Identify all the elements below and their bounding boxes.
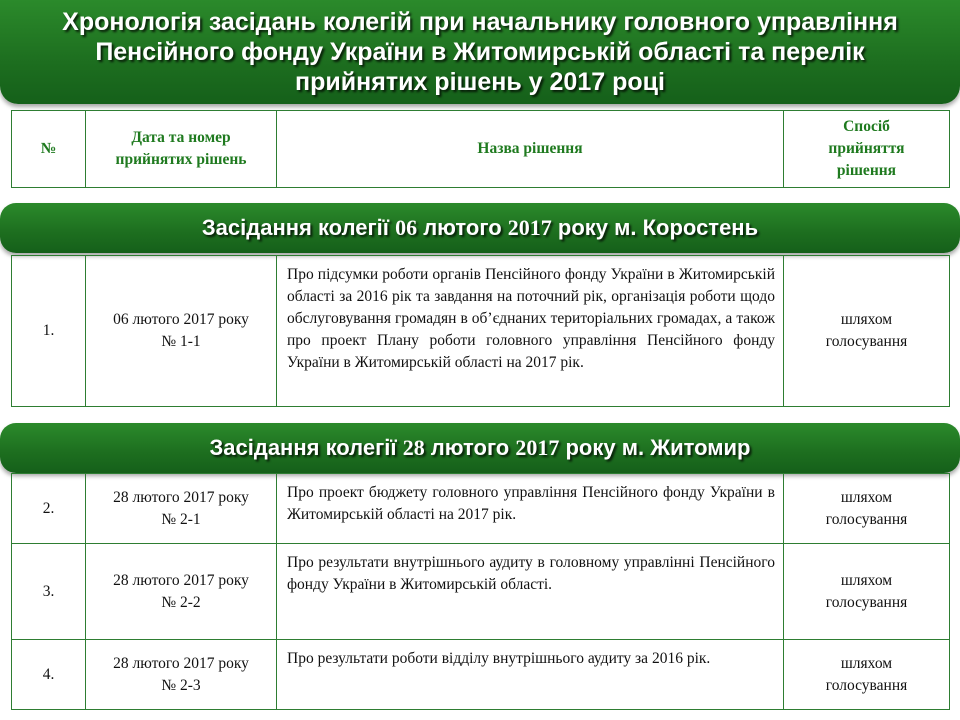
row-date	[86, 544, 277, 640]
row-method-line-1: шляхом	[840, 654, 893, 672]
column-header-table	[11, 110, 950, 188]
row-number: 4.	[12, 640, 86, 710]
column-header-row	[12, 111, 950, 188]
session-1-prefix: Засідання колегії	[201, 215, 396, 240]
row-decision-number: № 2-1	[161, 510, 201, 528]
row-method-line-2: голосування	[825, 333, 908, 350]
session-1-day: 06	[395, 215, 418, 240]
session-2-month: лютого	[424, 435, 516, 460]
table-row	[12, 544, 950, 640]
row-date-text: 28 лютого 2017 року	[113, 654, 249, 672]
column-header-method-line-2: прийняття	[828, 140, 905, 157]
session-banner-1	[0, 203, 960, 253]
table-row	[12, 256, 950, 407]
column-header-date-line-1: Дата та номер	[131, 129, 231, 146]
row-decision-number: № 2-2	[161, 593, 201, 611]
row-method-line-1: шляхом	[840, 488, 893, 506]
row-decision-name: Про результати внутрішнього аудиту в головному управлінні Пенсійного фонду України в Житомирській області.	[277, 544, 784, 640]
row-decision-name: Про проект бюджету головного управління Пенсійного фонду України в Житомирській області на 2017 рік.	[277, 474, 784, 544]
row-number: 2.	[12, 474, 86, 544]
column-header-date-line-2: прийнятих рішень	[115, 151, 247, 168]
session-1-month: лютого	[417, 215, 508, 240]
row-date-text: 06 лютого 2017 року	[113, 311, 249, 328]
page-title-banner	[0, 0, 960, 104]
page-title-line-1: Хронологія засідань колегій при начальнику головного управління	[62, 8, 898, 36]
row-number: 1.	[12, 256, 86, 407]
row-decision-name: Про результати роботи відділу внутрішнього аудиту за 2016 рік.	[277, 640, 784, 710]
column-header-number: №	[12, 111, 86, 188]
session-2-year: 2017	[515, 435, 560, 460]
table-row	[12, 640, 950, 710]
row-method-line-2: голосування	[825, 676, 908, 694]
row-date-text: 28 лютого 2017 року	[113, 571, 249, 589]
row-decision-name: Про підсумки роботи органів Пенсійного фонду України в Житомирській області за 2016 рік та завдання на поточний рік, організація роботи щодо обслуговування громадян в об’єднаних територіальних громадах, а також про проект Плану роботи головного управління Пенсійного фонду України в Житомирській області на 2017 рік.	[277, 256, 784, 407]
session-2-day: 28	[402, 435, 425, 460]
row-method	[784, 474, 950, 544]
session-2-table	[11, 473, 950, 710]
row-decision-number: № 2-3	[161, 676, 201, 694]
column-header-name: Назва рішення	[277, 111, 784, 188]
row-method-line-2: голосування	[825, 510, 908, 528]
column-header-date	[86, 111, 277, 188]
session-1-year: 2017	[507, 215, 552, 240]
session-1-table	[11, 255, 950, 407]
session-banner-2	[0, 423, 960, 473]
table-row	[12, 474, 950, 544]
row-method-line-1: шляхом	[840, 571, 893, 589]
row-method	[784, 256, 950, 407]
row-method	[784, 640, 950, 710]
row-date	[86, 640, 277, 710]
row-number: 3.	[12, 544, 86, 640]
row-method	[784, 544, 950, 640]
row-date	[86, 256, 277, 407]
session-2-place: року м. Житомир	[559, 435, 751, 460]
session-2-prefix: Засідання колегії	[209, 435, 403, 460]
row-method-line-2: голосування	[825, 593, 908, 611]
page-title-line-3: прийнятих рішень у 2017 році	[295, 68, 665, 96]
row-date-text: 28 лютого 2017 року	[113, 488, 249, 506]
session-1-place: року м. Коростень	[551, 215, 759, 240]
column-header-method-line-1: Спосіб	[843, 118, 890, 135]
row-method-line-1: шляхом	[840, 311, 893, 328]
page-title-line-2: Пенсійного фонду України в Житомирській області та перелік	[95, 38, 865, 66]
column-header-method	[784, 111, 950, 188]
column-header-method-line-3: рішення	[836, 162, 897, 179]
row-date	[86, 474, 277, 544]
row-decision-number: № 1-1	[161, 333, 201, 350]
